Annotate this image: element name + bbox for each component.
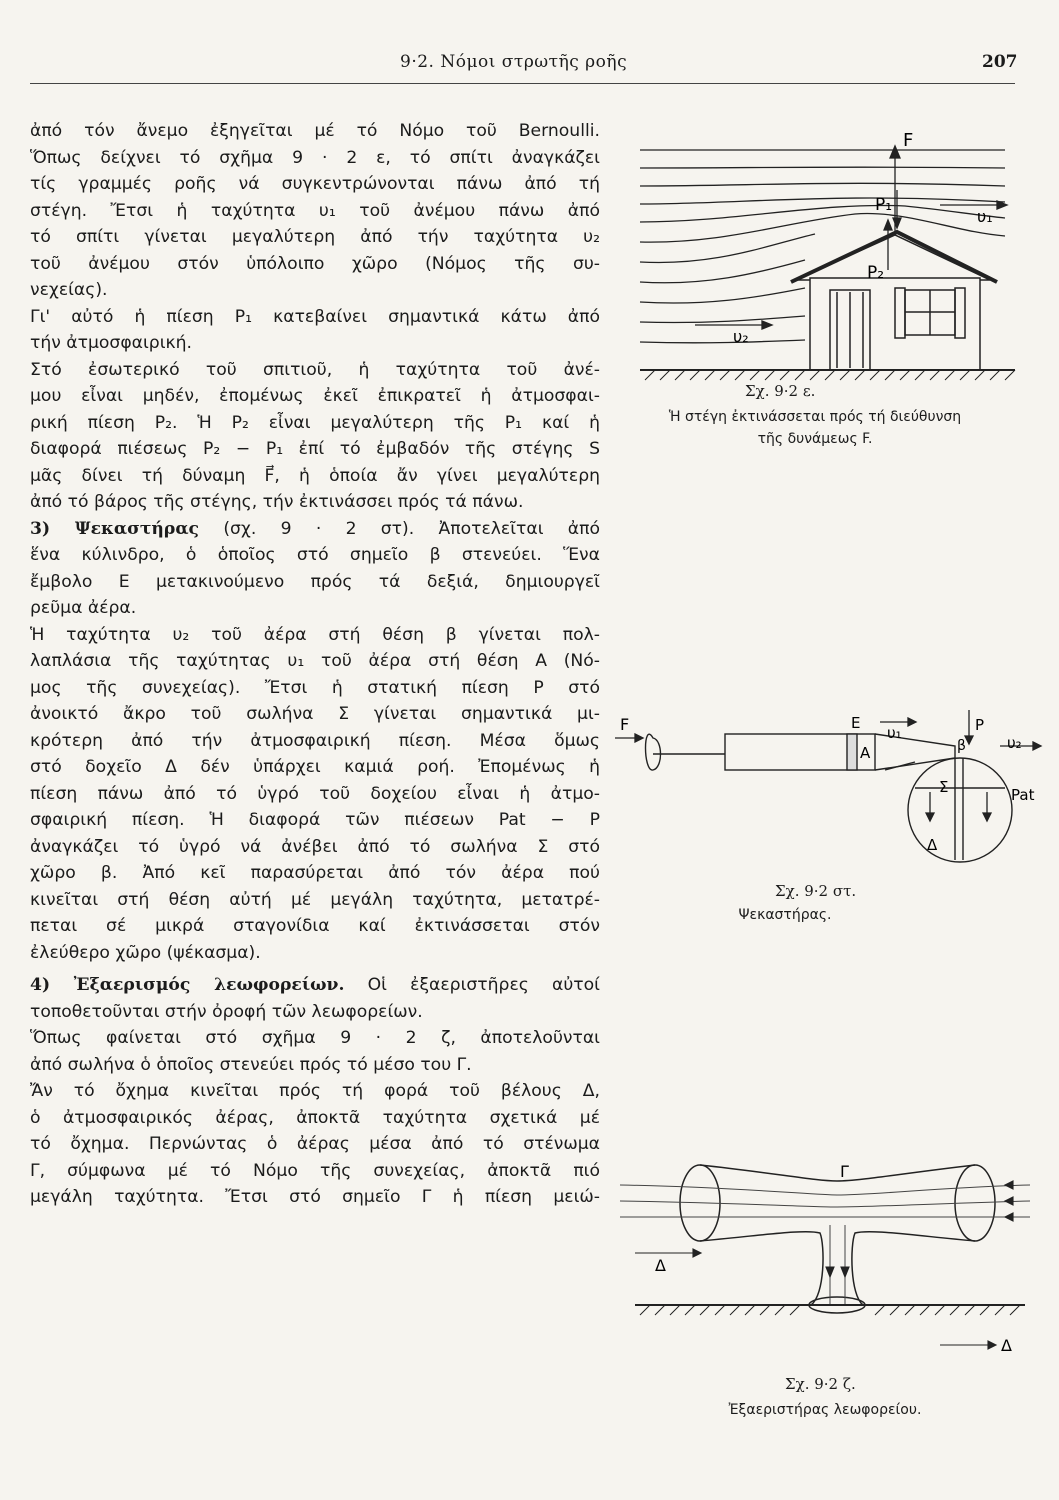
fig-st-label-Sigma: Σ: [939, 778, 949, 796]
direction-arrowhead: [988, 1341, 996, 1349]
streamline: [640, 183, 1005, 186]
pipe-bottom-left: [700, 1232, 823, 1305]
text-line: λαπλάσια τῆς ταχύτητας υ₁ τοῦ ἀέρα στή θέση Α (Νό-: [30, 651, 600, 671]
fig-e-label-P2: P₂: [867, 263, 885, 283]
text-line: τό ὄχημα. Περνώντας ὁ ἀέρας μέσα ἀπό τό στένωμα: [30, 1134, 600, 1154]
running-head: [0, 52, 1059, 76]
text-line: νεχείας).: [30, 280, 108, 300]
streamline: [640, 340, 805, 343]
v1-arrowhead: [908, 718, 916, 726]
text-line: [30, 516, 600, 543]
streamline: [640, 214, 1005, 243]
text-line: ρική πίεση P₂. Ἡ P₂ εἶναι μεγαλύτερη τῆς P₁ καί ἡ: [30, 412, 600, 433]
flow-arrows: [635, 1181, 1013, 1349]
text-line: μου εἶναι μηδέν, ἐπομένως ἐκεῖ ἐπικρατεῖ ἡ ἀτμοσφαι-: [30, 386, 600, 406]
plunger-handle: [646, 734, 661, 770]
paragraph-sprayer: [30, 516, 600, 622]
text-line: ρεῦμα ἀέρα.: [30, 598, 137, 618]
text-fragment: Οἱ ἐξαεριστῆρες αὐτοί: [367, 975, 600, 995]
text-line: ἀναγκάζει τό ὑγρό νά ἀνέβει ἀπό τό σωλήνα Σ στό: [30, 836, 600, 857]
text-line: διαφορά πιέσεως P₂ − P₁ ἐπί τό ἐμβαδόν τῆς στέγης S: [30, 439, 600, 459]
caption-line: Ψεκαστήρας.: [738, 907, 832, 923]
paragraph-bernoulli-house: [30, 118, 600, 304]
v2-arrowhead: [762, 321, 772, 329]
text-line: Ἄν τό ὄχημα κινεῖται πρός τή φορά τοῦ βέλους Δ,: [30, 1081, 600, 1101]
paragraph-bus-ventilation: [30, 972, 600, 1025]
fig-st-label-v1: υ₁: [887, 724, 902, 742]
p2-arrowhead: [884, 220, 892, 230]
text-line: [30, 972, 600, 999]
text-line: Στό ἐσωτερικό τοῦ σπιτιοῦ, ἡ ταχύτητα τοῦ ἀνέ-: [30, 359, 600, 380]
fig-z-label-Gamma: Γ: [840, 1162, 849, 1181]
main-text-column: [30, 118, 600, 1211]
page-number: 207: [982, 52, 1018, 72]
caption-line: Ἡ στέγη ἐκτινάσσεται πρός τή διεύθυνση: [668, 409, 962, 425]
text-line: πίεση πάνω ἀπό τό ὑγρό τοῦ δοχείου εἶναι ἡ ἀτμο-: [30, 783, 600, 804]
fig-z-number: Σχ. 9·2 ζ.: [785, 1375, 856, 1393]
paragraph-sprayer-explanation: [30, 622, 600, 967]
flow-arrowhead: [841, 1267, 849, 1277]
flow-arrowhead: [826, 1267, 834, 1277]
paragraph-ventilator-shape: [30, 1025, 600, 1078]
fig-e-label-v1: υ₁: [977, 207, 993, 226]
piston-E: [847, 734, 857, 770]
text-line: μεγάλη ταχύτητα. Ἔτσι στό σημεῖο Γ ἡ πίεση μειώ-: [30, 1187, 600, 1207]
fig-st-label-P: P: [975, 716, 985, 734]
fig-st-label-v2: υ₂: [1007, 734, 1022, 752]
streamline: [640, 205, 1005, 222]
house: [791, 232, 997, 370]
v2-arrowhead: [1033, 742, 1041, 750]
item-heading-sprayer: 3) Ψεκαστήρας: [30, 518, 200, 539]
sprayer-diagram: [615, 700, 1045, 870]
ventilator: [680, 1165, 995, 1313]
paragraph-force-roof: [30, 357, 600, 516]
fig-z-label-Delta-left: Δ: [655, 1256, 666, 1275]
text-line: σφαιρική πίεση. Ἡ διαφορά τῶν πιέσεων Pat − P: [30, 810, 600, 830]
text-line: Ὅπως φαίνεται στό σχῆμα 9 · 2 ζ, ἀποτελοῦνται: [30, 1028, 600, 1048]
text-line: τήν ἀτμοσφαιρική.: [30, 333, 193, 353]
text-line: στό δοχεῖο Δ δέν ὑπάρχει καμιά ροή. Ἐπομένως ἡ: [30, 757, 600, 777]
flow-lines: [620, 1185, 1030, 1305]
text-fragment: (σχ. 9 · 2 στ). Ἀποτελεῖται ἀπό: [223, 518, 600, 539]
p-arrowhead: [965, 736, 973, 744]
figure-sprayer: [615, 700, 1045, 930]
figure-house-roof: [605, 110, 1025, 470]
text-line: μᾶς δίνει τή δύναμη F⃗, ἡ ὁποία ἄν γίνει μεγαλύτερη: [30, 465, 600, 486]
text-line: μος τῆς συνεχείας). Ἔτσι ἡ στατική πίεση P στό: [30, 677, 600, 698]
text-line: ἕνα κύλινδρο, ὁ ὁποῖος στό σημεῖο β στενεύει. Ἕνα: [30, 545, 600, 565]
fig-st-number: Σχ. 9·2 στ.: [775, 882, 857, 900]
streamline: [640, 288, 805, 303]
text-line: ἔμβολο Ε μετακινούμενο πρός τά δεξιά, δημιουργεῖ: [30, 571, 600, 592]
force-arrowhead: [890, 146, 900, 158]
text-line: Ὅπως δείχνει τό σχῆμα 9 · 2 ε, τό σπίτι ἀναγκάζει: [30, 147, 600, 168]
fig-z-caption: [615, 1399, 1035, 1421]
p1-arrowhead: [893, 218, 901, 228]
streamline: [640, 316, 805, 323]
text-line: στέγη. Ἔτσι ἡ ταχύτητα υ₁ τοῦ ἀνέμου πάνω ἀπό: [30, 200, 600, 221]
running-title: 9·2. Νόμοι στρωτῆς ροῆς: [400, 52, 628, 72]
caption-line: Ἐξαεριστήρας λεωφορείου.: [728, 1402, 922, 1418]
streamline: [640, 260, 805, 283]
text-line: ἀπό σωλήνα ὁ ὁποῖος στενεύει πρός τό μέσο του Γ.: [30, 1054, 472, 1075]
fig-e-label-v2: υ₂: [733, 327, 749, 346]
pat-arrowhead: [983, 813, 991, 821]
fig-st-label-A: A: [860, 744, 871, 762]
streamline: [640, 167, 1005, 168]
streamline: [640, 234, 815, 263]
item-heading-bus-ventilation: 4) Ἐξαερισμός λεωφορείων.: [30, 975, 345, 995]
header-rule: [30, 83, 1015, 84]
fig-st-label-Delta: Δ: [927, 836, 938, 854]
text-line: Γι' αὐτό ἡ πίεση P₁ κατεβαίνει σημαντικά κάτω ἀπό: [30, 306, 600, 327]
text-line: πεται σέ μικρά σταγονίδια καί ἐκτινάσσεται στόν: [30, 916, 600, 936]
text-line: κινεῖται στή θέση αὐτή μέ μεγάλη ταχύτητα, μετατρέ-: [30, 889, 600, 910]
fig-st-label-E: E: [851, 714, 861, 732]
fig-st-label-beta: β: [957, 738, 966, 754]
text-line: ἀνοικτό ἄκρο τοῦ σωλήνα Σ γίνεται σημαντικά μι-: [30, 704, 600, 724]
figure-bus-ventilator: [615, 1155, 1035, 1430]
fig-e-label-P1: P₁: [875, 195, 893, 215]
fig-st-caption: [615, 904, 955, 926]
text-line: τοῦ ἀνέμου στόν ὑπόλοιπο χῶρο (Νόμος τῆς συ-: [30, 253, 600, 274]
text-line: χῶρο β. Ἀπό κεῖ παρασύρεται ἀπό τόν ἀέρα πού: [30, 863, 600, 883]
roof: [795, 235, 990, 280]
flow-arrowhead: [1005, 1181, 1013, 1189]
pipe-top: [700, 1165, 975, 1181]
text-line: ἀπό τόν ἄνεμο ἐξηγεῖται μέ τό Νόμο τοῦ Bernoulli.: [30, 121, 600, 141]
flow-arrowhead: [1005, 1213, 1013, 1221]
fig-e-label-F: F: [903, 130, 914, 151]
support-strut: [885, 762, 915, 770]
motion-arrowhead: [693, 1249, 701, 1257]
fig-e-number: Σχ. 9·2 ε.: [745, 382, 816, 400]
text-line: τίς γραμμές ροῆς νά συγκεντρώνονται πάνω ἀπό τή: [30, 174, 600, 194]
text-line: ὁ ἀτμοσφαιρικός ἀέρας, ἀποκτᾶ ταχύτητα σχετικά μέ: [30, 1107, 600, 1128]
fig-z-label-Delta-right: Δ: [1001, 1336, 1012, 1355]
text-line: τοποθετοῦνται στήν ὀροφή τῶν λεωφορείων.: [30, 1001, 423, 1022]
pat-arrowhead: [926, 813, 934, 821]
container-delta: [908, 758, 1012, 862]
fig-st-label-F: F: [620, 715, 630, 734]
flow-arrowhead: [1005, 1197, 1013, 1205]
text-line: Ἡ ταχύτητα υ₂ τοῦ ἀέρα στή θέση β γίνεται πολ-: [30, 624, 600, 645]
force-arrowhead: [635, 734, 643, 742]
streamline: [640, 198, 1005, 204]
fig-e-caption: [605, 406, 1025, 450]
pipe-bottom-right: [852, 1232, 975, 1305]
text-line: κρότερη ἀπό τήν ἀτμοσφαιρική πίεση. Μέσα ὅμως: [30, 730, 600, 751]
caption-line: τῆς δυνάμεως F.: [757, 431, 873, 447]
text-line: ἐλεύθερο χῶρο (ψέκασμα).: [30, 942, 261, 963]
paragraph-pressure-p1: [30, 304, 600, 357]
ventilator-diagram: [615, 1155, 1035, 1365]
text-line: τό σπίτι γίνεται μεγαλύτερη ἀπό τήν ταχύτητα υ₂: [30, 227, 600, 247]
text-line: Γ, σύμφωνα μέ τό Νόμο τῆς συνεχείας, ἀποκτᾶ πιό: [30, 1160, 600, 1181]
paragraph-vehicle-motion: [30, 1078, 600, 1211]
house-diagram: [605, 110, 1025, 390]
fig-st-label-Pat: Pat: [1011, 786, 1035, 804]
text-line: ἀπό τό βάρος τῆς στέγης, τήν ἐκτινάσσει πρός τά πάνω.: [30, 492, 524, 512]
ground-hatching: [645, 370, 1015, 380]
